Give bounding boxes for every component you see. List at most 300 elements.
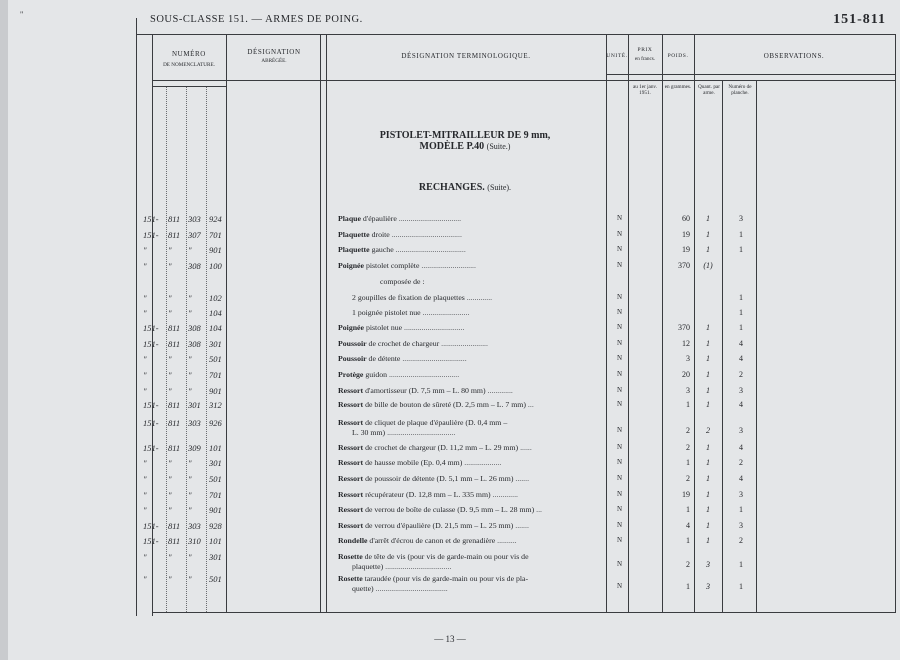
plate-number: 1: [739, 323, 743, 332]
designation: [338, 245, 466, 254]
leader-dots: ........................: [420, 308, 470, 317]
unit-value: N: [617, 474, 623, 482]
col-header-unite: UNITÉ.: [606, 53, 628, 59]
col-header-prix-sub: en francs.: [634, 56, 656, 62]
col-line-qty: [722, 80, 723, 612]
quantity-per-weapon: 1: [706, 458, 710, 467]
leader-dots: .............: [485, 386, 513, 395]
quantity-per-weapon: 1: [706, 521, 710, 530]
nomenclature-part-1: ": [143, 552, 147, 562]
plate-number: 4: [739, 339, 743, 348]
designation-keyword: Rosette: [338, 552, 363, 561]
nomenclature-part-4: 701: [209, 370, 222, 380]
nomenclature-part-4: 301: [209, 552, 222, 562]
leader-dots: ...: [534, 505, 542, 514]
designation: [338, 505, 542, 514]
nomenclature-part-1: 151-: [143, 339, 159, 349]
unit-value: N: [617, 458, 623, 466]
nomenclature-part-2: ": [168, 474, 172, 484]
col-header-numero: NUMÉRO: [172, 50, 206, 58]
weight-value: 19: [682, 245, 690, 254]
designation: [380, 277, 425, 286]
quantity-per-weapon: 2: [706, 426, 710, 435]
nomenclature-part-2: 811: [168, 230, 181, 240]
designation-text: d'arrêt d'écrou de canon et de grenadière: [369, 536, 496, 545]
nomenclature-part-1: 151-: [143, 536, 159, 546]
col-line-plan: [756, 80, 757, 612]
designation: [338, 386, 513, 395]
nomenclature-part-2: 811: [168, 443, 181, 453]
designation-continuation: [352, 428, 455, 437]
designation: [338, 261, 476, 270]
leader-dots: ......: [518, 443, 532, 452]
num-divider-3: [206, 86, 207, 612]
leader-dots: ....................................: [393, 245, 466, 254]
leader-dots: ...................................: [385, 428, 456, 437]
leader-dots: ...................: [462, 458, 502, 467]
section-title-line1: PISTOLET-MITRAILLEUR DE 9 mm,: [379, 130, 551, 141]
plate-number: 4: [739, 400, 743, 409]
weight-value: 19: [682, 230, 690, 239]
nomenclature-part-3: 308: [188, 261, 201, 271]
weight-value: 1: [686, 536, 690, 545]
nomenclature-part-2: ": [168, 574, 172, 584]
nomenclature-part-2: ": [168, 458, 172, 468]
nomenclature-part-2: ": [168, 261, 172, 271]
designation-keyword: Ressort: [338, 521, 364, 530]
nomenclature-part-3: 303: [188, 521, 201, 531]
plate-number: 2: [739, 458, 743, 467]
weight-value: 2: [686, 474, 690, 483]
nomenclature-part-3: 301: [188, 400, 201, 410]
nomenclature-part-1: ": [143, 490, 147, 500]
nomenclature-part-3: 303: [188, 214, 201, 224]
nomenclature-part-3: ": [188, 308, 192, 318]
section-subtitle: [330, 182, 600, 193]
unit-value: N: [617, 214, 623, 222]
weight-value: 12: [682, 339, 690, 348]
col-line-unit: [606, 34, 607, 612]
leader-dots: ............................: [419, 261, 476, 270]
designation-text: gauche: [371, 245, 394, 254]
nomenclature-part-4: 901: [209, 386, 222, 396]
weight-value: 2: [686, 426, 690, 435]
nomenclature-part-1: 151-: [143, 443, 159, 453]
unit-value: N: [617, 370, 623, 378]
designation-continuation: [352, 584, 448, 593]
designation-keyword: Ressort: [338, 386, 364, 395]
designation: [338, 323, 464, 332]
quantity-per-weapon: 1: [706, 536, 710, 545]
plate-number: 1: [739, 582, 743, 591]
col-line-3: [326, 34, 327, 612]
nomenclature-part-2: ": [168, 245, 172, 255]
designation-keyword: Poignée: [338, 323, 364, 332]
designation: [352, 308, 469, 317]
designation-keyword: Poussoir: [338, 339, 367, 348]
unit-value: N: [617, 293, 623, 301]
designation-text: de crochet de chargeur: [368, 339, 440, 348]
nomenclature-part-2: 811: [168, 521, 181, 531]
plate-number: 2: [739, 370, 743, 379]
nomenclature-part-3: 308: [188, 323, 201, 333]
weight-value: 1: [686, 505, 690, 514]
quantity-per-weapon: 1: [706, 245, 710, 254]
weight-value: 3: [686, 354, 690, 363]
designation-text: de cliquet de plaque d'épaulière (D. 0,4 mm –: [365, 418, 508, 427]
unit-value: N: [617, 490, 623, 498]
nomenclature-part-2: 811: [168, 214, 181, 224]
designation-text: de verrou de boîte de culasse (D. 9,5 mm – L. 28 mm): [365, 505, 535, 514]
quantity-per-weapon: 1: [706, 443, 710, 452]
nomenclature-part-2: ": [168, 505, 172, 515]
nomenclature-part-4: 901: [209, 245, 222, 255]
plate-number: 3: [739, 214, 743, 223]
weight-value: 4: [686, 521, 690, 530]
leader-dots: ..........: [495, 536, 517, 545]
weight-value: 370: [678, 323, 690, 332]
col-subhead-planche: Numéro de planche.: [728, 84, 752, 96]
page-edge-shadow: [0, 0, 8, 660]
nomenclature-part-3: ": [188, 354, 192, 364]
col-line-2: [320, 34, 321, 612]
unit-value: N: [617, 426, 623, 434]
nomenclature-part-2: ": [168, 386, 172, 396]
nomenclature-part-3: ": [188, 505, 192, 515]
table-bottom-line: [152, 612, 896, 613]
leader-dots: .................................: [400, 354, 467, 363]
designation-keyword: Ressort: [338, 418, 364, 427]
weight-value: 370: [678, 261, 690, 270]
unit-value: N: [617, 339, 623, 347]
designation-text: de crochet de chargeur (D. 11,2 mm – L. 29 mm): [365, 443, 519, 452]
num-divider-1: [166, 86, 167, 612]
frame-right-line: [895, 34, 896, 612]
nomenclature-part-4: 301: [209, 339, 222, 349]
unit-value: N: [617, 560, 623, 568]
designation: [338, 370, 459, 379]
designation-text-line2: plaquette): [352, 562, 384, 571]
designation: [338, 536, 517, 545]
unit-value: N: [617, 582, 623, 590]
nomenclature-part-1: ": [143, 293, 147, 303]
designation-keyword: Ressort: [338, 490, 364, 499]
nomenclature-part-4: 701: [209, 230, 222, 240]
designation: [338, 214, 461, 223]
weight-value: 2: [686, 560, 690, 569]
nomenclature-part-3: 307: [188, 230, 201, 240]
unit-value: N: [617, 354, 623, 362]
col-subhead-quant: Quant. par arme.: [698, 84, 720, 96]
nomenclature-part-3: ": [188, 474, 192, 484]
designation: [338, 400, 534, 409]
plate-number: 1: [739, 505, 743, 514]
nomenclature-part-3: ": [188, 490, 192, 500]
designation-keyword: Ressort: [338, 505, 364, 514]
nomenclature-part-3: ": [188, 458, 192, 468]
designation-text: de poussoir de détente (D. 5,1 mm – L. 26 mm): [365, 474, 514, 483]
nomenclature-part-4: 312: [209, 400, 222, 410]
quantity-per-weapon: 1: [706, 490, 710, 499]
section-subtitle-main: RECHANGES.: [418, 182, 485, 193]
col-line-1: [226, 34, 227, 612]
col-header-prix: PRIX: [637, 47, 653, 53]
unit-value: N: [617, 386, 623, 394]
nomenclature-part-4: 924: [209, 214, 222, 224]
designation: [338, 230, 462, 239]
page-header-right: 151-811: [833, 12, 886, 27]
corner-mark: ": [20, 10, 24, 19]
quantity-per-weapon: 1: [706, 323, 710, 332]
header-top-line: [136, 34, 896, 35]
designation: [338, 552, 529, 561]
quantity-per-weapon: 3: [706, 560, 710, 569]
quantity-per-weapon: 1: [706, 400, 710, 409]
nomenclature-part-3: ": [188, 293, 192, 303]
section-subtitle-suite: (Suite).: [487, 183, 512, 192]
nomenclature-part-4: 101: [209, 536, 222, 546]
designation-keyword: Rondelle: [338, 536, 368, 545]
unit-value: N: [617, 521, 623, 529]
unit-value: N: [617, 505, 623, 513]
quantity-per-weapon: 1: [706, 474, 710, 483]
col-header-poids: POIDS.: [667, 53, 689, 59]
section-title-line2: [330, 141, 600, 152]
nomenclature-part-3: 303: [188, 418, 201, 428]
designation: [338, 458, 501, 467]
nomenclature-part-1: 151-: [143, 418, 159, 428]
leader-dots: .....................................: [373, 584, 448, 593]
designation-keyword: Poignée: [338, 261, 364, 270]
nomenclature-part-3: ": [188, 574, 192, 584]
nomenclature-part-3: ": [188, 386, 192, 396]
plate-number: 1: [739, 308, 743, 317]
nomenclature-part-4: 101: [209, 443, 222, 453]
nomenclature-part-1: ": [143, 370, 147, 380]
nomenclature-part-4: 926: [209, 418, 222, 428]
plate-number: 1: [739, 560, 743, 569]
plate-number: 3: [739, 521, 743, 530]
nomenclature-part-2: ": [168, 490, 172, 500]
col-subhead-poids-grammes: en grammes.: [664, 84, 692, 90]
designation-keyword: Ressort: [338, 474, 364, 483]
designation-text: de bille de bouton de sûreté (D. 2,5 mm – L. 7 mm): [365, 400, 526, 409]
leader-dots: ....................................: [387, 370, 460, 379]
plate-number: 1: [739, 293, 743, 302]
nomenclature-part-1: ": [143, 505, 147, 515]
unit-value: N: [617, 261, 623, 269]
designation: [338, 443, 532, 452]
section-title-suite: (Suite.): [486, 142, 511, 151]
designation-keyword: Protège: [338, 370, 364, 379]
designation-text: pistolet complète: [365, 261, 420, 270]
obs-split-line: [606, 74, 896, 75]
weight-value: 19: [682, 490, 690, 499]
nomenclature-part-2: 811: [168, 323, 181, 333]
plate-number: 3: [739, 426, 743, 435]
designation-text: 2 goupilles de fixation de plaquettes: [352, 293, 465, 302]
weight-value: 1: [686, 582, 690, 591]
quantity-per-weapon: 1: [706, 230, 710, 239]
designation-text-line2: L. 30 mm): [352, 428, 386, 437]
nomenclature-part-4: 501: [209, 474, 222, 484]
designation-text: de hausse mobile (Ep. 0,4 mm): [365, 458, 463, 467]
designation-keyword: Plaque: [338, 214, 361, 223]
col-header-terminologique: DÉSIGNATION TERMINOLOGIQUE.: [401, 52, 531, 60]
nomenclature-part-1: ": [143, 354, 147, 364]
designation: [338, 574, 528, 583]
designation-text: 1 poignée pistolet nue: [352, 308, 421, 317]
leader-dots: ...............................: [402, 323, 465, 332]
nomenclature-part-4: 901: [209, 505, 222, 515]
designation-text-line2: quette): [352, 584, 374, 593]
weight-value: 1: [686, 458, 690, 467]
plate-number: 1: [739, 245, 743, 254]
nomenclature-part-3: ": [188, 245, 192, 255]
nomenclature-part-2: 811: [168, 418, 181, 428]
designation-keyword: Plaquette: [338, 245, 370, 254]
leader-dots: ...: [525, 400, 534, 409]
quantity-per-weapon: 1: [706, 354, 710, 363]
leader-dots: .......: [513, 521, 529, 530]
designation-keyword: Rosette: [338, 574, 363, 583]
nomenclature-part-1: 151-: [143, 521, 159, 531]
nomenclature-part-4: 928: [209, 521, 222, 531]
unit-value: N: [617, 400, 623, 408]
nomenclature-part-3: ": [188, 370, 192, 380]
nomenclature-part-1: ": [143, 386, 147, 396]
plate-number: 2: [739, 536, 743, 545]
weight-value: 60: [682, 214, 690, 223]
designation: [338, 521, 529, 530]
nomenclature-part-3: ": [188, 552, 192, 562]
designation-keyword: Ressort: [338, 400, 364, 409]
quantity-per-weapon: 1: [706, 505, 710, 514]
designation: [338, 354, 467, 363]
leader-dots: .............: [464, 293, 493, 302]
nomenclature-part-2: 811: [168, 339, 181, 349]
quantity-per-weapon: 1: [706, 386, 710, 395]
col-header-observations: OBSERVATIONS.: [763, 52, 825, 60]
col-line-obs: [694, 34, 695, 612]
nomenclature-part-1: ": [143, 574, 147, 584]
nomenclature-part-2: ": [168, 354, 172, 364]
nomenclature-part-1: ": [143, 245, 147, 255]
num-sub-line: [152, 86, 226, 87]
nomenclature-part-1: ": [143, 308, 147, 318]
nomenclature-part-3: 308: [188, 339, 201, 349]
nomenclature-part-2: 811: [168, 400, 181, 410]
header-bottom-line: [152, 80, 896, 81]
col-line-weight: [662, 34, 663, 612]
designation-text: de verrou d'épaulière (D. 21,5 mm – L. 25 mm): [365, 521, 514, 530]
leader-dots: .............: [490, 490, 518, 499]
designation-text: d'épaulière: [362, 214, 397, 223]
plate-number: 4: [739, 354, 743, 363]
unit-value: N: [617, 230, 623, 238]
plate-number: 4: [739, 474, 743, 483]
designation: [338, 474, 529, 483]
page-footer-number: — 13 —: [434, 634, 466, 644]
section-title-model: MODÈLE P.40: [419, 141, 485, 152]
col-header-designation: DÉSIGNATION: [247, 48, 301, 56]
designation-keyword: Poussoir: [338, 354, 367, 363]
designation-text: de tête de vis (pour vis de garde-main ou pour vis de: [364, 552, 529, 561]
col-line-price: [628, 34, 629, 612]
designation: [352, 293, 492, 302]
nomenclature-part-4: 104: [209, 308, 222, 318]
weight-value: 3: [686, 386, 690, 395]
unit-value: N: [617, 245, 623, 253]
nomenclature-part-4: 104: [209, 323, 222, 333]
nomenclature-part-1: 151-: [143, 400, 159, 410]
weight-value: 20: [682, 370, 690, 379]
col-header-designation-sub: ABRÉGÉE.: [261, 58, 287, 64]
designation-text: guidon: [365, 370, 388, 379]
designation: [338, 418, 507, 427]
nomenclature-part-2: ": [168, 370, 172, 380]
unit-value: N: [617, 323, 623, 331]
nomenclature-part-4: 501: [209, 574, 222, 584]
nomenclature-part-1: 151-: [143, 214, 159, 224]
leader-dots: ..................................: [383, 562, 452, 571]
designation-keyword: Plaquette: [338, 230, 370, 239]
designation-text: récupérateur (D. 12,8 mm – L. 335 mm): [365, 490, 491, 499]
page-header-left: SOUS-CLASSE 151. — ARMES DE POING.: [150, 14, 363, 25]
weight-value: 1: [686, 400, 690, 409]
designation-text: composée de :: [380, 277, 425, 286]
designation-text: d'amortisseur (D. 7,5 mm – L. 80 mm): [365, 386, 486, 395]
nomenclature-part-3: 309: [188, 443, 201, 453]
quantity-per-weapon: 1: [706, 370, 710, 379]
nomenclature-part-2: ": [168, 552, 172, 562]
quantity-per-weapon: 1: [706, 214, 710, 223]
designation: [338, 490, 518, 499]
nomenclature-part-1: ": [143, 261, 147, 271]
col-subhead-prix-date: au 1er janv. 1951.: [632, 84, 657, 96]
weight-value: 2: [686, 443, 690, 452]
quantity-per-weapon: 3: [706, 582, 710, 591]
quantity-per-weapon: 1: [706, 339, 710, 348]
designation-keyword: Ressort: [338, 443, 364, 452]
plate-number: 3: [739, 386, 743, 395]
nomenclature-part-1: 151-: [143, 323, 159, 333]
nomenclature-part-4: 301: [209, 458, 222, 468]
leader-dots: .......: [513, 474, 530, 483]
nomenclature-part-4: 100: [209, 261, 222, 271]
plate-number: 4: [739, 443, 743, 452]
designation-text: droite: [371, 230, 390, 239]
unit-value: N: [617, 443, 623, 451]
nomenclature-part-1: ": [143, 458, 147, 468]
nomenclature-part-2: ": [168, 308, 172, 318]
designation: [338, 339, 488, 348]
nomenclature-part-4: 501: [209, 354, 222, 364]
frame-left-line: [136, 18, 137, 616]
designation-keyword: Ressort: [338, 458, 364, 467]
leader-dots: ....................................: [389, 230, 462, 239]
unit-value: N: [617, 308, 623, 316]
unit-value: N: [617, 536, 623, 544]
nomenclature-part-4: 701: [209, 490, 222, 500]
designation-text: pistolet nue: [365, 323, 403, 332]
col-header-numero-sub: DE NOMENCLATURE.: [163, 62, 215, 68]
designation-text: de détente: [368, 354, 401, 363]
quantity-per-weapon: (1): [703, 261, 713, 270]
leader-dots: ................................: [396, 214, 462, 223]
num-divider-2: [186, 86, 187, 612]
nomenclature-part-2: ": [168, 293, 172, 303]
